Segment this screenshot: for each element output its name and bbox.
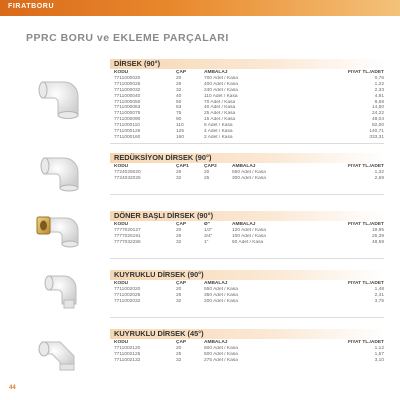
- section-divider: [110, 194, 384, 195]
- cell-kodu: 7711000090: [114, 117, 141, 123]
- cell-cap1: 25: [176, 169, 182, 175]
- cell-fiyat: 82,00: [371, 123, 384, 129]
- swivel-elbow-icon: [34, 208, 92, 250]
- header-cap2: ÇAP2: [204, 164, 217, 169]
- cell-ambalaj: 400 Adet / Kasa: [204, 81, 238, 87]
- cell-ambalaj: 550 Adet / Kasa: [204, 286, 238, 292]
- header-inch: Ø": [204, 222, 211, 227]
- header-fiyat: FİYAT TL./ADET: [348, 70, 384, 75]
- cell-ambalaj: 275 Adet / Kasa: [204, 357, 238, 363]
- cell-ambalaj: 300 Adet / Kasa: [232, 175, 266, 181]
- cell-kodu: 7711002032: [114, 298, 141, 304]
- header-kodu: KODU: [114, 222, 129, 227]
- cell-kodu: 7711000040: [114, 93, 141, 99]
- cell-kodu: 7711000110: [114, 123, 140, 129]
- section-divider: [110, 258, 384, 259]
- cell-ambalaj: 350 Adet / Kasa: [204, 292, 238, 298]
- table-row: [114, 135, 384, 141]
- cell-cap: 20: [176, 227, 182, 233]
- cell-kodu: 7777025191: [114, 233, 141, 239]
- header-fiyat: FİYAT TL./ADET: [348, 340, 384, 345]
- cell-fiyat: 1,12: [374, 345, 384, 351]
- cell-kodu: 7711000125: [114, 129, 141, 135]
- cell-ambalaj: 100 Adet / Kasa: [232, 233, 266, 239]
- cell-cap: 32: [176, 239, 182, 245]
- table-row: [114, 358, 384, 364]
- cell-ambalaj: 2 Adet / Kasa: [204, 134, 233, 140]
- cell-fiyat: 2,41: [374, 292, 384, 298]
- cell-kodu: 7711002020: [114, 286, 141, 292]
- header-kodu: KODU: [114, 340, 129, 345]
- cell-kodu: 7711000020: [114, 75, 141, 81]
- cell-fiyat: 19,95: [371, 227, 384, 233]
- cell-kodu: 7711002132: [114, 357, 141, 363]
- cell-fiyat: 1,32: [374, 169, 384, 175]
- cell-ambalaj: 40 Adet / Kasa: [204, 105, 236, 111]
- cell-kodu: 7711000050: [114, 99, 141, 105]
- cell-cap: 110: [176, 123, 184, 129]
- header-fiyat: FİYAT TL./ADET: [348, 164, 384, 169]
- section-title-kuyruklu-dirsek-45: KUYRUKLU DİRSEK (45°): [110, 329, 386, 339]
- cell-kodu: 7777020127: [114, 227, 141, 233]
- header-cap: ÇAP: [176, 222, 187, 227]
- cell-kodu: 7711002120: [114, 345, 141, 351]
- cell-kodu: 7724025020: [114, 169, 141, 175]
- cell-cap2: 25: [204, 175, 210, 181]
- cell-fiyat: 140,71: [369, 129, 384, 135]
- cell-cap1: 32: [176, 175, 182, 181]
- cell-inch: 1": [204, 239, 209, 245]
- table-kuyruklu-dirsek-45: [114, 340, 384, 364]
- cell-fiyat: 1,48: [374, 286, 384, 292]
- cell-ambalaj: 500 Adet / Kasa: [204, 351, 238, 357]
- cell-ambalaj: 110 Adet / Kasa: [204, 93, 238, 99]
- brand-logo-text: FIRATBORU: [8, 3, 55, 10]
- cell-ambalaj: 120 Adet / Kasa: [232, 227, 266, 233]
- cell-fiyat: 2,69: [374, 175, 384, 181]
- cell-inch: 3/4": [204, 233, 213, 239]
- header-ambalaj: AMBALAJ: [204, 340, 228, 345]
- cell-ambalaj: 70 Adet / Kasa: [204, 99, 236, 105]
- cell-kodu: 7711002025: [114, 292, 141, 298]
- cell-cap2: 20: [204, 169, 210, 175]
- cell-fiyat: 1,22: [374, 81, 384, 87]
- cell-kodu: 7711000063: [114, 105, 141, 111]
- header-fiyat: FİYAT TL./ADET: [348, 281, 384, 286]
- cell-cap: 25: [176, 233, 182, 239]
- cell-fiyat: 25,39: [371, 233, 384, 239]
- section-title-dirsek-90: DİRSEK (90°): [110, 59, 386, 69]
- cell-kodu: 7711000032: [114, 87, 141, 93]
- header-cap: ÇAP: [176, 70, 187, 75]
- cell-inch: 1/2": [204, 227, 213, 233]
- header-ambalaj: AMBALAJ: [232, 164, 256, 169]
- header-ambalaj: AMBALAJ: [232, 222, 256, 227]
- header-kodu: KODU: [114, 164, 129, 169]
- cell-cap: 40: [176, 93, 182, 99]
- page-number: 44: [9, 385, 16, 391]
- header-cap1: ÇAP1: [176, 164, 189, 169]
- header-ambalaj: AMBALAJ: [204, 281, 228, 286]
- header-fiyat: FİYAT TL./ADET: [348, 222, 384, 227]
- cell-ambalaj: 200 Adet / Kasa: [204, 298, 238, 304]
- cell-kodu: 7711000160: [114, 134, 141, 140]
- tailed-elbow-90-icon: [34, 268, 92, 310]
- cell-kodu: 7777032256: [114, 239, 141, 245]
- elbow-90-icon: [34, 72, 92, 122]
- cell-fiyat: 3,10: [374, 357, 384, 363]
- cell-kodu: 7724032025: [114, 175, 141, 181]
- table-reduksiyon-dirsek: [114, 164, 384, 182]
- table-doner-basli-dirsek: [114, 222, 384, 246]
- cell-cap: 90: [176, 117, 182, 123]
- page-title: PPRC BORU ve EKLEME PARÇALARI: [26, 32, 229, 44]
- section-title-doner-basli-dirsek: DÖNER BAŞLI DİRSEK (90°): [110, 211, 386, 221]
- table-kuyruklu-dirsek-90: [114, 281, 384, 305]
- cell-fiyat: 0,76: [374, 75, 384, 81]
- cell-kodu: 7711000075: [114, 111, 141, 117]
- reducing-elbow-icon: [34, 150, 92, 192]
- header-cap: ÇAP: [176, 340, 187, 345]
- header-cap: ÇAP: [176, 281, 187, 286]
- cell-cap: 50: [176, 99, 182, 105]
- table-row: [114, 176, 384, 182]
- cell-cap: 25: [176, 351, 182, 357]
- cell-cap: 32: [176, 87, 182, 93]
- cell-fiyat: 14,60: [371, 105, 384, 111]
- cell-cap: 63: [176, 105, 182, 111]
- cell-fiyat: 8,58: [374, 99, 384, 105]
- cell-ambalaj: 50 Adet / Kasa: [232, 239, 264, 245]
- top-banner: [0, 0, 400, 16]
- cell-cap: 160: [176, 134, 185, 140]
- cell-ambalaj: 15 Adet / Kasa: [204, 117, 236, 123]
- cell-cap: 75: [176, 111, 182, 117]
- cell-cap: 20: [176, 75, 182, 81]
- section-title-kuyruklu-dirsek-90: KUYRUKLU DİRSEK (90°): [110, 270, 386, 280]
- cell-fiyat: 3,75: [374, 298, 384, 304]
- cell-cap: 25: [176, 81, 182, 87]
- cell-fiyat: 48,04: [371, 117, 384, 123]
- section-divider: [110, 143, 384, 144]
- cell-cap: 25: [176, 292, 182, 298]
- cell-fiyat: 48,59: [371, 239, 384, 245]
- header-ambalaj: AMBALAJ: [204, 70, 228, 75]
- cell-cap: 20: [176, 286, 182, 292]
- header-kodu: KODU: [114, 281, 129, 286]
- cell-cap: 32: [176, 357, 182, 363]
- cell-fiyat: 1,67: [374, 351, 384, 357]
- cell-cap: 20: [176, 345, 182, 351]
- header-kodu: KODU: [114, 70, 129, 75]
- cell-kodu: 7711002125: [114, 351, 141, 357]
- cell-ambalaj: 240 Adet / Kasa: [204, 87, 238, 93]
- section-divider: [110, 317, 384, 318]
- table-row: [114, 299, 384, 305]
- table-dirsek-90: [114, 70, 384, 141]
- cell-fiyat: 4,81: [374, 93, 384, 99]
- cell-cap: 32: [176, 298, 182, 304]
- cell-cap: 125: [176, 129, 185, 135]
- cell-ambalaj: 4 Adet / Kasa: [204, 129, 233, 135]
- cell-ambalaj: 700 Adet / Kasa: [204, 75, 238, 81]
- cell-ambalaj: 6 Adet / Kasa: [204, 123, 233, 129]
- tailed-elbow-45-icon: [34, 330, 92, 372]
- cell-fiyat: 2,33: [374, 87, 384, 93]
- cell-kodu: 7711000025: [114, 81, 141, 87]
- cell-fiyat: 24,22: [371, 111, 384, 117]
- section-title-reduksiyon-dirsek: REDÜKSİYON DİRSEK (90°): [110, 153, 386, 163]
- cell-fiyat: 333,31: [369, 134, 384, 140]
- cell-ambalaj: 25 Adet / Kasa: [204, 111, 236, 117]
- cell-ambalaj: 550 Adet / Kasa: [232, 169, 266, 175]
- table-row: [114, 240, 384, 246]
- cell-ambalaj: 600 Adet / Kasa: [204, 345, 238, 351]
